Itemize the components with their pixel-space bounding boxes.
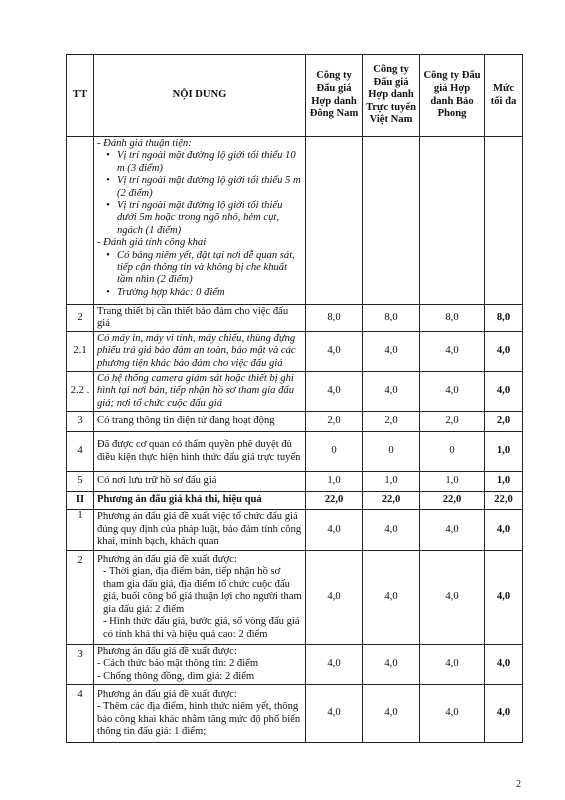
cell-score-3: 1,0 bbox=[420, 472, 485, 492]
cell-score-2: 4,0 bbox=[363, 685, 420, 743]
scoring-table bbox=[66, 54, 523, 743]
cell-tt: 2.1 bbox=[67, 332, 94, 372]
cell-max: 1,0 bbox=[485, 472, 523, 492]
header-tt: TT bbox=[67, 55, 94, 137]
cell-score-3: 0 bbox=[420, 432, 485, 472]
cell-score-1: 2,0 bbox=[306, 412, 363, 432]
cell-tt: 5 bbox=[67, 472, 94, 492]
cell-content: Trang thiết bị cần thiết bảo đảm cho việc đấu giá bbox=[94, 305, 306, 332]
cell-score-1: 0 bbox=[306, 432, 363, 472]
cell-score-3: 8,0 bbox=[420, 305, 485, 332]
header-content: NỘI DUNG bbox=[94, 55, 306, 137]
cell-score-3: 4,0 bbox=[420, 332, 485, 372]
cell-score-2: 4,0 bbox=[363, 510, 420, 551]
cell-tt-empty bbox=[67, 137, 94, 305]
cell-tt: 4 bbox=[67, 432, 94, 472]
cell-content bbox=[94, 510, 306, 551]
section-row bbox=[67, 492, 523, 510]
page-number: 2 bbox=[516, 779, 521, 790]
cell-score-2: 4,0 bbox=[363, 645, 420, 685]
cell-max: 4,0 bbox=[485, 332, 523, 372]
criteria-bullet: • Vị trí ngoài mặt đường lộ giới tối thiểu 10 m (3 điểm) bbox=[97, 150, 302, 175]
cell-empty bbox=[363, 137, 420, 305]
cell-content: Có hệ thống camera giám sát hoặc thiết bị ghi hình tại nơi bán, tiếp nhận hồ sơ tham gia đấu giá; nơi tổ chức cuộc đấu giá bbox=[94, 372, 306, 412]
cell-score-3: 4,0 bbox=[420, 551, 485, 645]
cell-max: 8,0 bbox=[485, 305, 523, 332]
cell-score-2: 22,0 bbox=[363, 492, 420, 510]
table-row bbox=[67, 551, 523, 645]
cell-score-3: 4,0 bbox=[420, 510, 485, 551]
cell-tt: 3 bbox=[67, 412, 94, 432]
table-row-continuation bbox=[67, 137, 523, 305]
criteria-bullet: • Vị trí ngoài mặt đường lộ giới tối thiểu dưới 5m hoặc trong ngõ nhỏ, hẻm cụt, ngách (1 điểm) bbox=[97, 200, 302, 237]
cell-content bbox=[94, 645, 306, 685]
cell-max: 4,0 bbox=[485, 685, 523, 743]
cell-score-2: 1,0 bbox=[363, 472, 420, 492]
content-line: - Thêm các địa điểm, hình thức niêm yết, thông báo công khai khác nhằm tăng mức độ phổ biến thông tin đấu giá: 1 điểm; bbox=[97, 701, 301, 737]
cell-score-2: 4,0 bbox=[363, 332, 420, 372]
criteria-bullet: • Trường hợp khác: 0 điểm bbox=[97, 287, 302, 299]
content-line: - Chống thông đồng, dìm giá: 2 điểm bbox=[97, 670, 255, 682]
cell-empty bbox=[485, 137, 523, 305]
criteria-bullet: • Vị trí ngoài mặt đường lộ giới tối thiểu 5 m (2 điểm) bbox=[97, 175, 302, 200]
cell-score-3: 2,0 bbox=[420, 412, 485, 432]
cell-content bbox=[94, 551, 306, 645]
cell-score-2: 4,0 bbox=[363, 551, 420, 645]
table-row bbox=[67, 372, 523, 412]
table-row bbox=[67, 412, 523, 432]
cell-max: 2,0 bbox=[485, 412, 523, 432]
cell-empty bbox=[306, 137, 363, 305]
table-header-row bbox=[67, 55, 523, 137]
cell-empty bbox=[420, 137, 485, 305]
cell-section-content: Phương án đấu giá khả thi, hiệu quả bbox=[94, 492, 306, 510]
content-line: Phương án đấu giá đề xuất việc tổ chức đấu giá đúng quy định của pháp luật, bảo đảm tính công khai, minh bạch, khách quan bbox=[97, 511, 302, 548]
content-line: Phương án đấu giá đề xuất được: bbox=[97, 554, 237, 566]
cell-score-1: 1,0 bbox=[306, 472, 363, 492]
cell-score-1: 4,0 bbox=[306, 551, 363, 645]
table-row bbox=[67, 305, 523, 332]
cell-score-3: 22,0 bbox=[420, 492, 485, 510]
cell-score-1: 8,0 bbox=[306, 305, 363, 332]
content-line: Phương án đấu giá đề xuất được: bbox=[97, 645, 237, 657]
cell-max: 4,0 bbox=[485, 510, 523, 551]
header-company-bao-phong: Công ty Đấu giá Hợp danh Bảo Phong bbox=[420, 55, 485, 137]
header-company-dong-nam: Công ty Đấu giá Hợp danh Đông Nam bbox=[306, 55, 363, 137]
table-row bbox=[67, 510, 523, 551]
cell-content: Có trang thông tin điện tử đang hoạt động bbox=[94, 412, 306, 432]
table-row bbox=[67, 645, 523, 685]
table-row bbox=[67, 432, 523, 472]
cell-max: 4,0 bbox=[485, 551, 523, 645]
cell-max: 4,0 bbox=[485, 645, 523, 685]
cell-score-2: 8,0 bbox=[363, 305, 420, 332]
criteria-line: - Đánh giá thuận tiện: bbox=[97, 138, 192, 149]
table-row bbox=[67, 472, 523, 492]
cell-tt: 2.2 . bbox=[67, 372, 94, 412]
cell-score-1: 4,0 bbox=[306, 685, 363, 743]
cell-max: 4,0 bbox=[485, 372, 523, 412]
table-row bbox=[67, 332, 523, 372]
header-max-score: Mức tối đa bbox=[485, 55, 523, 137]
cell-content: Có máy in, máy vi tính, máy chiếu, thùng đựng phiếu trả giá bảo đảm an toàn, bảo mật và các phương tiện khác bảo đảm cho việc đấu giá bbox=[94, 332, 306, 372]
cell-tt: 3 bbox=[67, 645, 94, 685]
cell-section-tt: II bbox=[67, 492, 94, 510]
content-line: Phương án đấu giá đề xuất được: bbox=[97, 688, 237, 700]
table-row bbox=[67, 685, 523, 743]
cell-score-1: 22,0 bbox=[306, 492, 363, 510]
cell-score-2: 2,0 bbox=[363, 412, 420, 432]
cell-tt: 1 bbox=[67, 510, 94, 551]
cell-tt: 2 bbox=[67, 305, 94, 332]
cell-tt: 4 bbox=[67, 685, 94, 743]
cell-score-3: 4,0 bbox=[420, 645, 485, 685]
cell-continuation-content bbox=[94, 137, 306, 305]
cell-score-1: 4,0 bbox=[306, 372, 363, 412]
cell-score-2: 0 bbox=[363, 432, 420, 472]
cell-max: 1,0 bbox=[485, 432, 523, 472]
header-company-truc-tuyen: Công ty Đấu giá Hợp danh Trực tuyến Việt Nam bbox=[363, 55, 420, 137]
content-line: - Cách thức bảo mật thông tin: 2 điểm bbox=[97, 658, 259, 670]
content-line: - Hình thức đấu giá, bước giá, số vòng đấu giá có tính khả thi và hiệu quả cao: 2 điểm bbox=[103, 616, 300, 640]
cell-content: Có nơi lưu trữ hồ sơ đấu giá bbox=[94, 472, 306, 492]
criteria-bullet: • Có bảng niêm yết, đặt tại nơi dễ quan sát, tiếp cận thông tin và không bị che khuất tầm nhìn (2 điểm) bbox=[97, 250, 302, 287]
cell-score-3: 4,0 bbox=[420, 372, 485, 412]
content-line: - Thời gian, địa điểm bán, tiếp nhận hồ sơ tham gia đấu giá, địa điểm tổ chức cuộc đấu giá, buổi công bố giá thuận lợi cho người tham gia đấu giá: 2 điểm bbox=[103, 566, 302, 615]
cell-tt: 2 bbox=[67, 551, 94, 645]
cell-max: 22,0 bbox=[485, 492, 523, 510]
cell-score-1: 4,0 bbox=[306, 645, 363, 685]
cell-score-2: 4,0 bbox=[363, 372, 420, 412]
criteria-line: - Đánh giá tính công khai bbox=[97, 237, 207, 249]
cell-content: Đã được cơ quan có thẩm quyền phê duyệt đủ điều kiện thực hiện hình thức đấu giá trực tuyến bbox=[94, 432, 306, 472]
cell-score-1: 4,0 bbox=[306, 332, 363, 372]
cell-score-1: 4,0 bbox=[306, 510, 363, 551]
cell-content bbox=[94, 685, 306, 743]
cell-score-3: 4,0 bbox=[420, 685, 485, 743]
